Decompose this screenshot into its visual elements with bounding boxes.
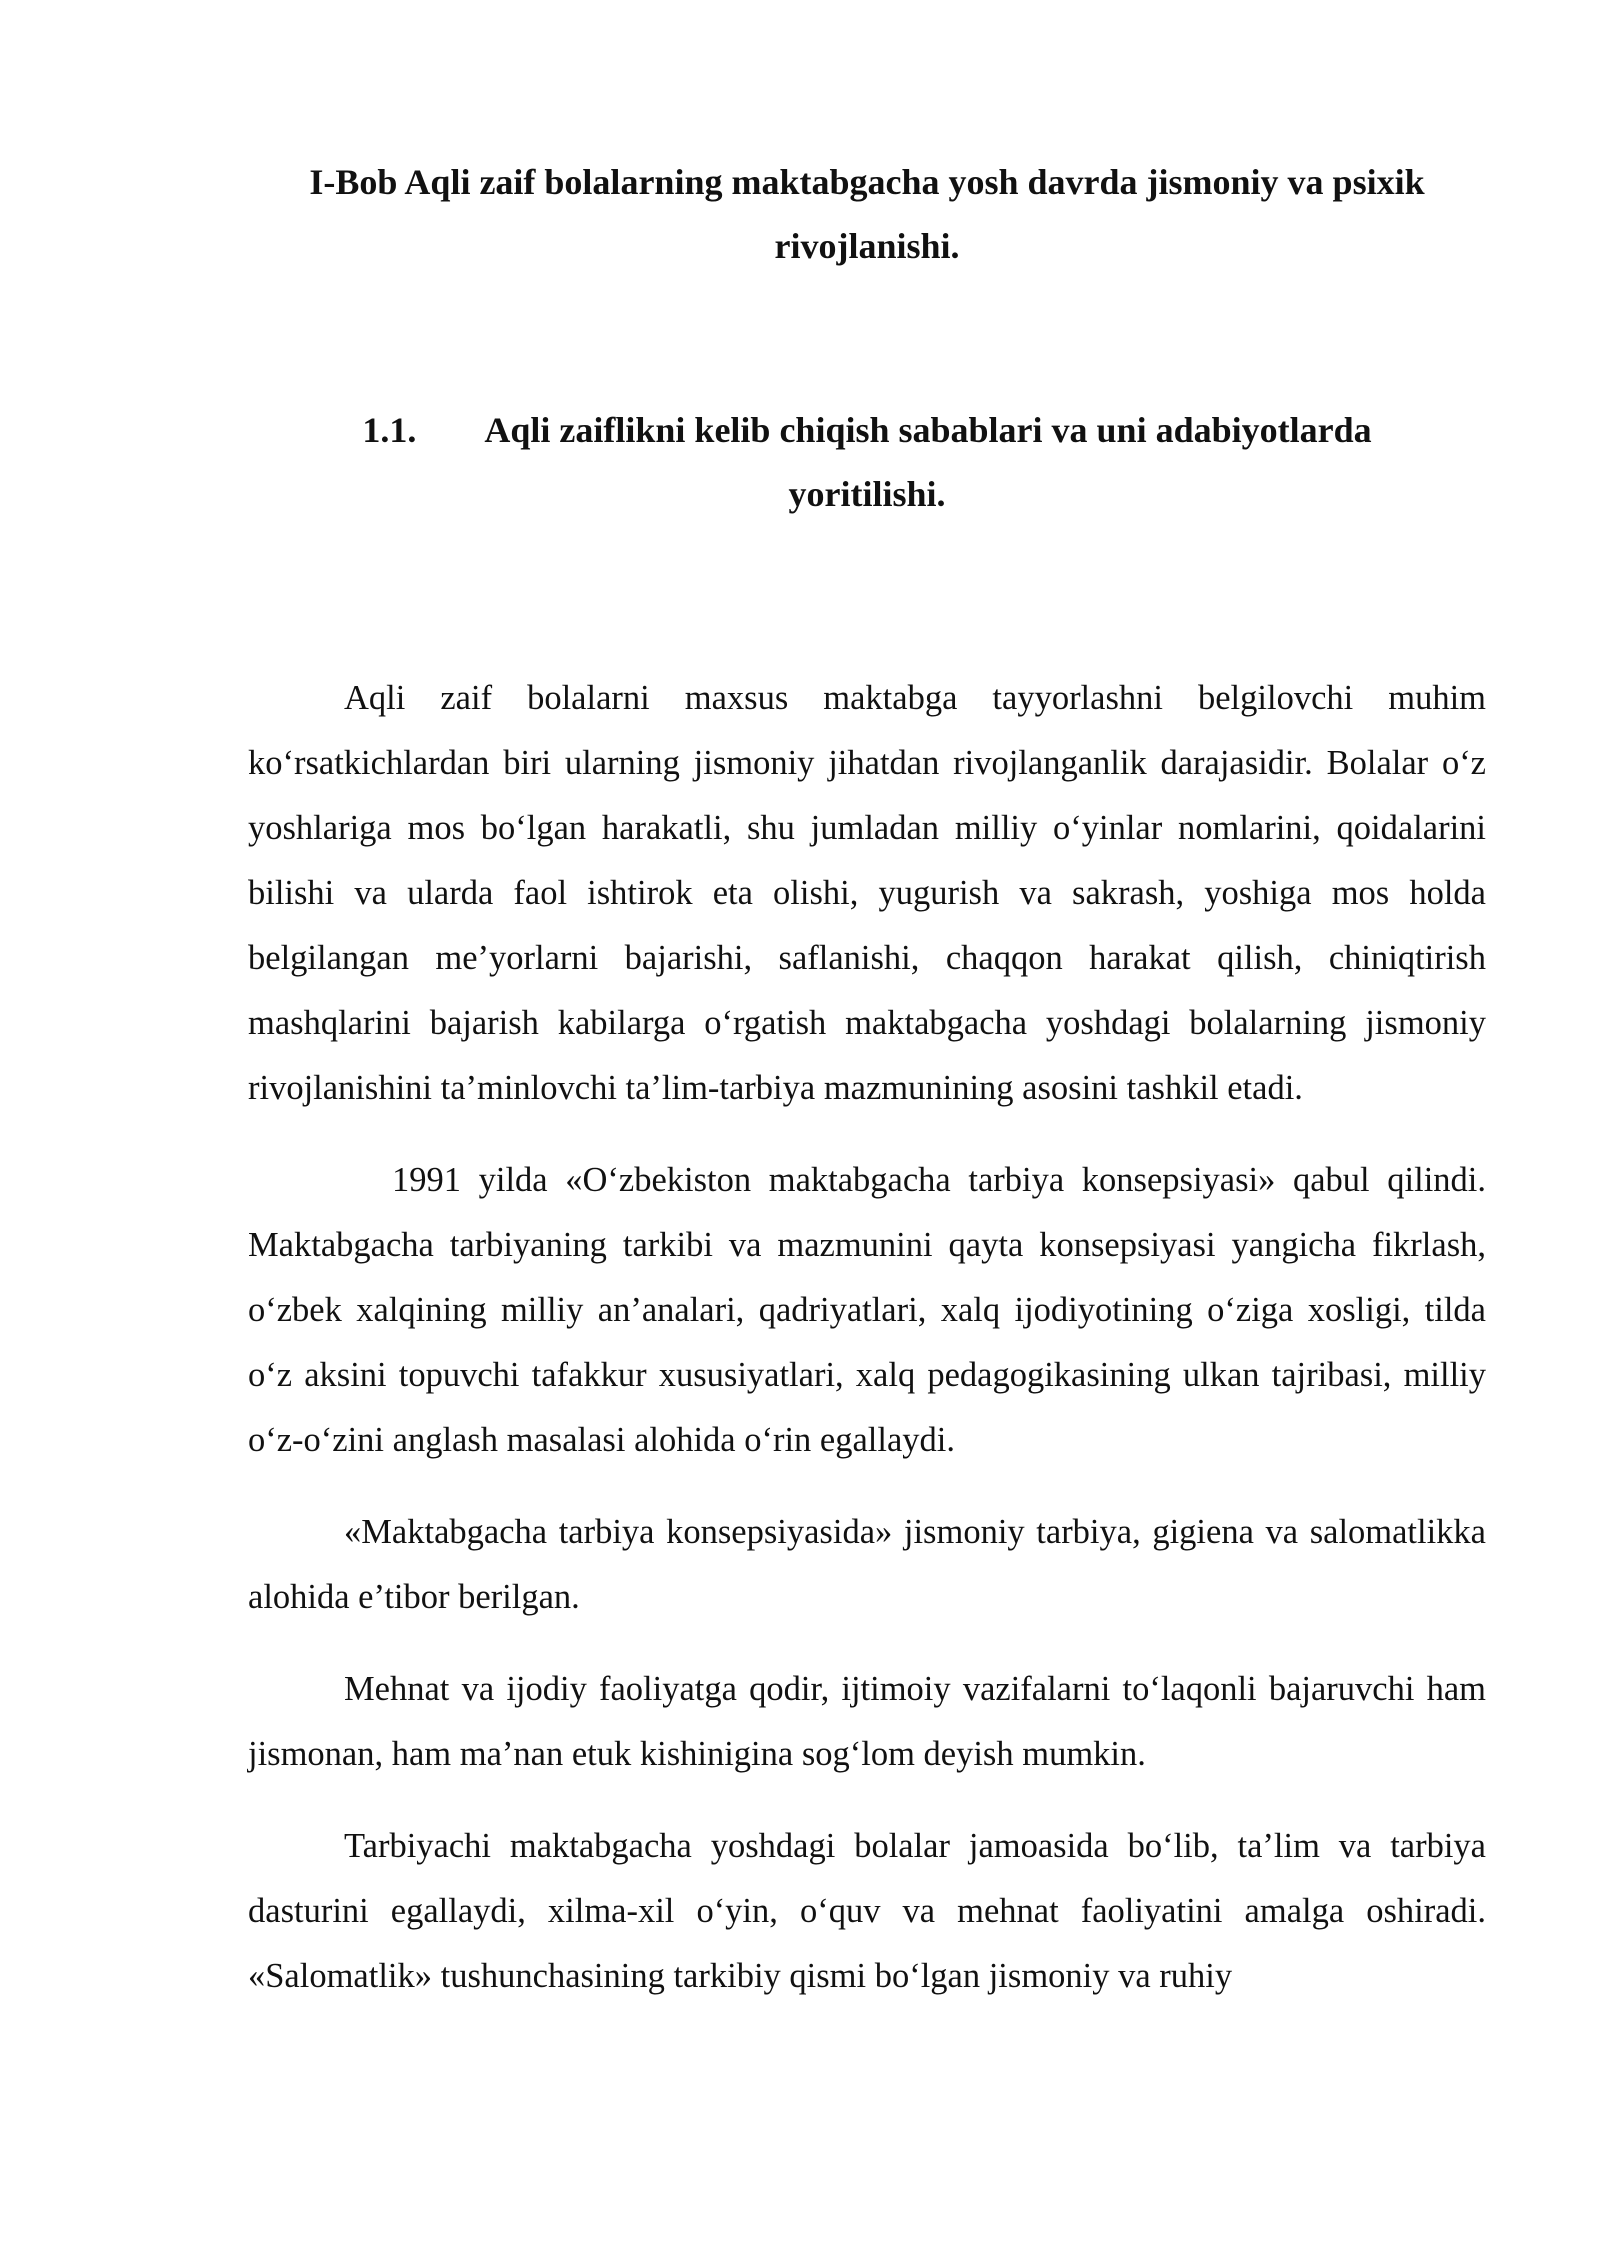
paragraph-concept-1991: 1991 yilda «O‘zbekiston maktabgacha tarbiya konsepsiyasi» qabul qilindi. Maktabgacha tarbiyaning tarkibi va mazmunini qayta konsepsiyasi yangicha fikrlash, o‘zbek xalqining milliy an’analari, qadriyatlari, xalq ijodiyotining o‘ziga xosligi, tilda o‘z aksini topuvchi tafakkur xususiyatlari, xalq pedagogikasining ulkan tajribasi, milliy o‘z-o‘zini anglash masalasi alohida o‘rin egallaydi. [248, 1161, 1486, 1459]
paragraph-physical-development: Aqli zaif bolalarni maxsus maktabga tayyorlashni belgilovchi muhim ko‘rsatkichlardan biri ularning jismoniy jihatdan rivojlanganlik darajasidir. Bolalar o‘z yoshlariga mos bo‘lgan harakatli, shu jumladan milliy o‘yinlar nomlarini, qoidalarini bilishi va ularda faol ishtirok eta olishi, yugurish va sakrash, yoshiga mos holda belgilangan me’yorlarni bajarishi, saflanishi, chaqqon harakat qilish, chiniqtirish mashqlarini bajarish kabilarga o‘rgatish maktabgacha yoshdagi bolalarning jismoniy rivojlanishini ta’minlovchi ta’lim-tarbiya mazmunining asosini tashkil etadi. [248, 679, 1486, 1107]
chapter-title: I-Bob Aqli zaif bolalarning maktabgacha yosh davrda jismoniy va psixik rivojlanishi. [309, 162, 1425, 266]
body-text [248, 666, 1486, 2009]
section-number: 1.1. [362, 410, 417, 450]
section-heading [248, 398, 1486, 526]
paragraph-healthy-person: Mehnat va ijodiy faoliyatga qodir, ijtimoiy vazifalarni to‘laqonli bajaruvchi ham jismonan, ham ma’nan etuk kishinigina sog‘lom deyish mumkin. [248, 1670, 1486, 1773]
paragraph-concept-health: «Maktabgacha tarbiya konsepsiyasida» jismoniy tarbiya, gigiena va salomatlikka alohida e’tibor berilgan. [248, 1513, 1486, 1616]
section-title: Aqli zaiflikni kelib chiqish sabablari va uni adabiyotlarda yoritilishi. [484, 410, 1372, 514]
document-page [248, 150, 1486, 2036]
paragraph-educator: Tarbiyachi maktabgacha yoshdagi bolalar jamoasida bo‘lib, ta’lim va tarbiya dasturini egallaydi, xilma-xil o‘yin, o‘quv va mehnat faoliyatini amalga oshiradi. «Salomatlik» tushunchasining tarkibiy qismi bo‘lgan jismoniy va ruhiy [248, 1827, 1486, 1995]
